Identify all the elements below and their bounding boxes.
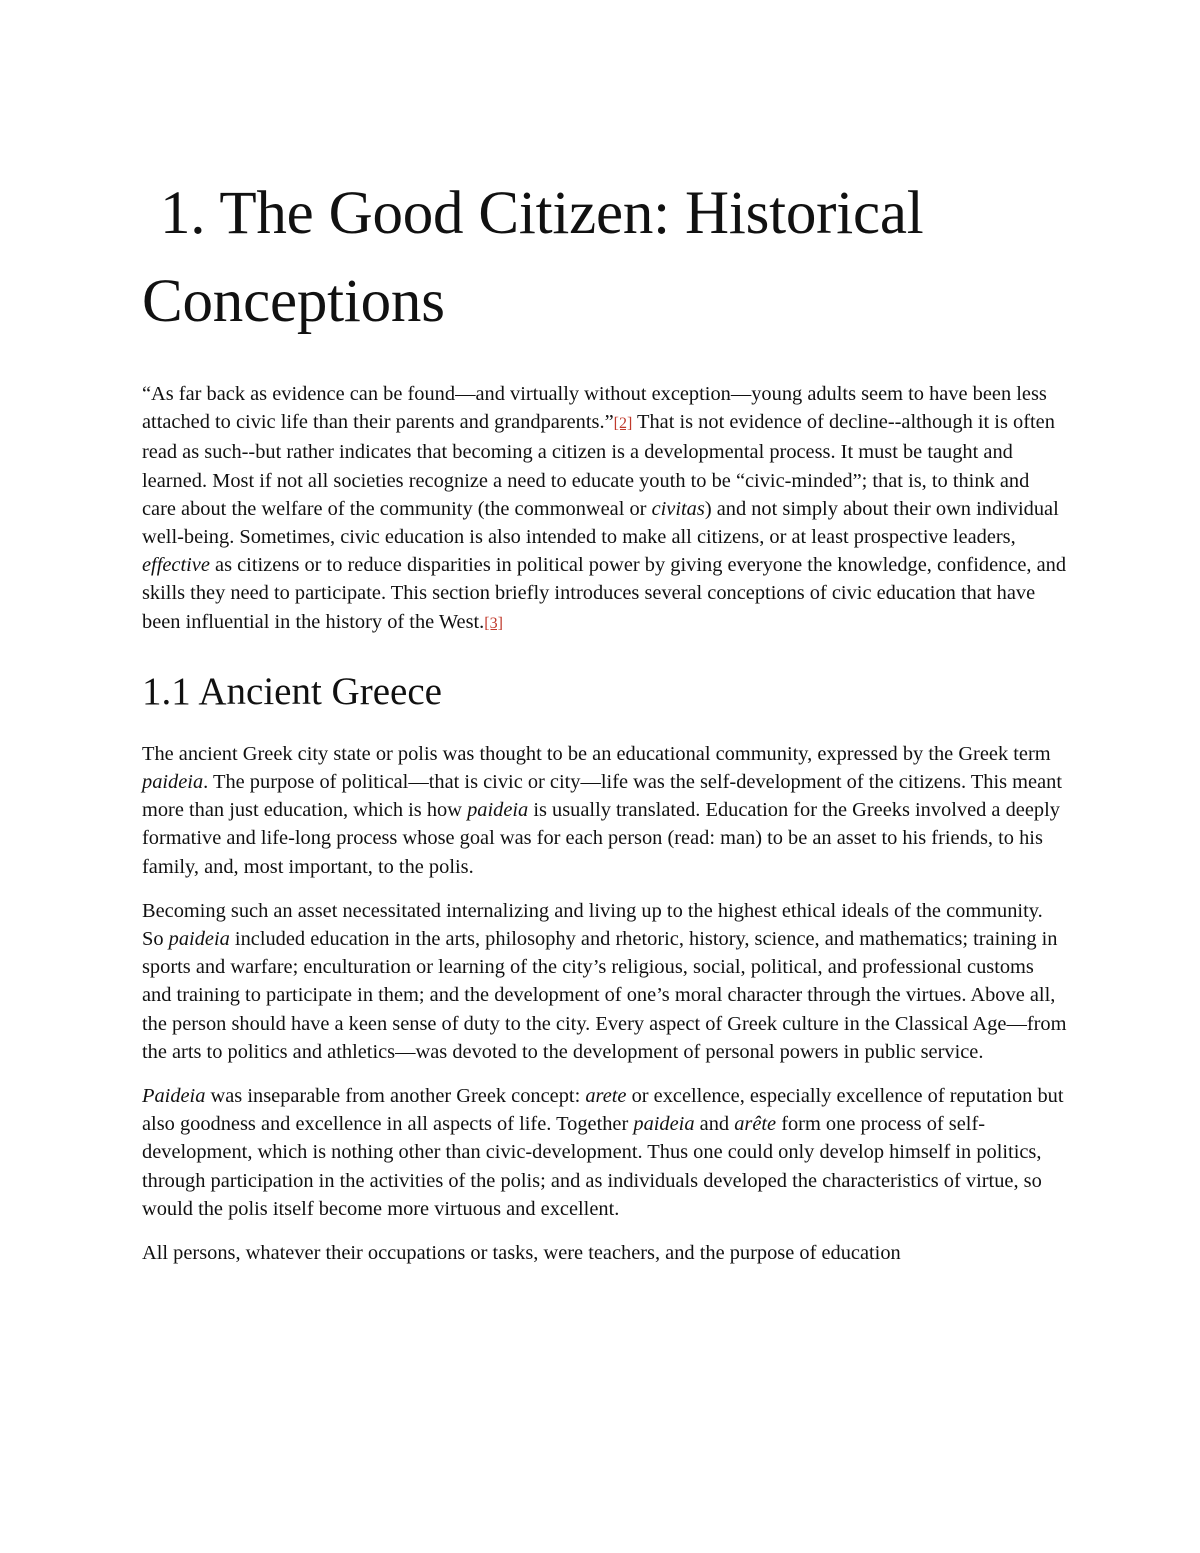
intro-emphasis-effective: effective: [142, 554, 210, 577]
title-text: The Good Citizen: Historical Conceptions: [142, 180, 924, 335]
intro-text-1: “As far back as evidence can be found—and virtually without exception—young adults seem to have been less attached to civic life than their parents and grandparents.”: [142, 383, 1047, 434]
p1-emphasis-1: paideia: [142, 771, 204, 794]
document-page: [142, 170, 1067, 1283]
p3-emphasis-3: paideia: [633, 1113, 695, 1136]
section-paragraph-2: [142, 897, 1067, 1066]
p3-text-2: or excellence, especially excellence of reputation but also goodness and excellence in all aspects of life. Together: [142, 1085, 1064, 1136]
p1-text-2: . The purpose of political—that is civic or city—life was the self-development of the citizens. This meant more than just education, which is how: [142, 771, 1062, 822]
section-paragraph-4: [142, 1239, 1067, 1267]
page-title: [142, 170, 1067, 346]
footnote-link-3[interactable]: [3]: [484, 614, 503, 632]
p3-emphasis-2: arete: [585, 1085, 627, 1108]
p3-text-3: and: [694, 1113, 735, 1136]
section-paragraph-1: [142, 740, 1067, 881]
p1-emphasis-2: paideia: [467, 799, 529, 822]
p2-emphasis-1: paideia: [168, 928, 230, 951]
p3-text-4: form one process of self-development, which is nothing other than civic-development. Thus one could only develop himself in politics, through participation in the activities of the polis; and as individuals developed the characteristics of virtue, so would the polis itself become more virtuous and excellent.: [142, 1113, 1042, 1220]
intro-emphasis-civitas: civitas: [651, 497, 705, 520]
p1-text-3: is usually translated. Education for the Greeks involved a deeply formative and life-long process whose goal was for each person (read: man) to be an asset to his friends, to his family, and, most important, to the polis.: [142, 799, 1060, 878]
intro-text-2: That is not evidence of decline--although it is often read as such--but rather indicates that becoming a citizen is a developmental process. It must be taught and learned. Most if not all societies recognize a need to educate youth to be “civic-minded”; that is, to think and care about the welfare of the community (the commonweal or: [142, 411, 1055, 520]
section-heading: 1.1 Ancient Greece: [142, 669, 442, 713]
section-paragraph-3: [142, 1082, 1067, 1223]
intro-paragraph: [142, 380, 1067, 638]
title-number: 1.: [160, 180, 206, 247]
p4-text-1: All persons, whatever their occupations or tasks, were teachers, and the purpose of education: [142, 1242, 901, 1265]
p2-text-2: included education in the arts, philosophy and rhetoric, history, science, and mathematics; training in sports and warfare; enculturation or learning of the city’s religious, social, political, and professional customs and training to participate in them; and the development of one’s moral character through the virtues. Above all, the person should have a keen sense of duty to the city. Every aspect of Greek culture in the Classical Age—from the arts to politics and athletics—was devoted to the development of personal powers in public service.: [142, 928, 1067, 1063]
p2-text-1: Becoming such an asset necessitated internalizing and living up to the highest ethical ideals of the community. So: [142, 899, 1043, 951]
p3-text-1: was inseparable from another Greek concept:: [205, 1085, 586, 1108]
intro-text-3: ) and not simply about their own individual well-being. Sometimes, civic education is also intended to make all citizens, or at least prospective leaders,: [142, 497, 1059, 549]
p1-text-1: The ancient Greek city state or polis was thought to be an educational community, expressed by the Greek term: [142, 742, 1051, 765]
intro-text-4: as citizens or to reduce disparities in political power by giving everyone the knowledge, confidence, and skills they need to participate. This section briefly introduces several conceptions of civic education that have been influential in the history of the West.: [142, 554, 1067, 633]
p3-emphasis-1: Paideia: [142, 1085, 206, 1108]
footnote-link-2[interactable]: [2]: [613, 415, 633, 433]
p3-emphasis-4: arête: [734, 1113, 777, 1136]
